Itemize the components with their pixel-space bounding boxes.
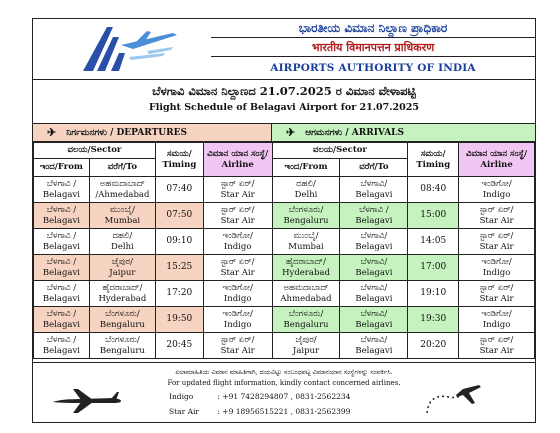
airline-english: Indigo bbox=[482, 189, 511, 200]
time-text: 19:30 bbox=[420, 314, 447, 325]
arr-sector-header: ವಲಯ/Sector bbox=[272, 143, 408, 159]
to-english: Belagavi bbox=[355, 345, 393, 356]
airline-kannada: ಇಂಡಿಗೋ/ bbox=[222, 309, 253, 319]
time-text: 19:50 bbox=[166, 314, 193, 325]
aai-logo-icon bbox=[73, 23, 185, 75]
from-english: Belagavi bbox=[42, 345, 80, 356]
dep-to-header: ವರೆಗೆ/To bbox=[89, 159, 155, 177]
dep-airline-cell bbox=[203, 255, 272, 281]
airline-kannada: ಸ್ಟಾರ್ ಏರ್/ bbox=[220, 335, 255, 345]
to-english: Bengaluru bbox=[99, 319, 145, 330]
table-row bbox=[34, 307, 535, 333]
from-english: Hyderabad bbox=[282, 267, 330, 278]
airline-kannada: ಇಂಡಿಗೋ/ bbox=[222, 283, 253, 293]
to-english: Belagavi bbox=[355, 215, 393, 226]
title-english: Flight Schedule of Belagavi Airport for 21.07.2025 bbox=[148, 102, 419, 113]
dep-to-cell bbox=[89, 177, 155, 203]
arr-airline-cell bbox=[459, 177, 535, 203]
to-kannada: ಬೆಳಗಾವಿ/ bbox=[360, 335, 388, 345]
dep-from-cell bbox=[34, 177, 90, 203]
from-english: Jaipur bbox=[292, 345, 320, 356]
dep-airline-en: Airline bbox=[221, 159, 254, 170]
arr-airline-header bbox=[459, 143, 535, 177]
table-row bbox=[34, 177, 535, 203]
arrivals-label: ಆಗಮನಗಳು / ARRIVALS bbox=[305, 127, 405, 138]
dep-airline-cell bbox=[203, 229, 272, 255]
airline-kannada: ಇಂಡಿಗೋ/ bbox=[481, 309, 512, 319]
to-kannada: ಬೆಳಗಾವಿ/ bbox=[360, 283, 388, 293]
arr-airline-en: Airline bbox=[480, 159, 513, 170]
arr-to-cell bbox=[340, 203, 408, 229]
arr-time-cell bbox=[408, 333, 459, 359]
dep-time-cell bbox=[155, 307, 203, 333]
arr-time-cell bbox=[408, 203, 459, 229]
to-english: /Ahmedabad bbox=[95, 189, 150, 200]
from-kannada: ಬೆಂಗಳೂರು/ bbox=[288, 205, 324, 215]
dep-from-cell bbox=[34, 281, 90, 307]
arr-from-cell bbox=[272, 177, 340, 203]
airline-english: Star Air bbox=[220, 267, 255, 278]
airline-kannada: ಸ್ಟಾರ್ ಏರ್/ bbox=[220, 179, 255, 189]
org-name-english: AIRPORTS AUTHORITY OF INDIA bbox=[270, 61, 476, 74]
table-row bbox=[34, 255, 535, 281]
from-kannada: ಬೆಳಗಾವಿ / bbox=[46, 257, 77, 267]
schedule-sheet bbox=[32, 18, 536, 423]
airline-english: Star Air bbox=[479, 293, 514, 304]
dep-from-cell bbox=[34, 307, 90, 333]
to-kannada: ಜೈಪುರ/ bbox=[111, 257, 133, 267]
arr-time-cell bbox=[408, 307, 459, 333]
arr-timing-header bbox=[408, 143, 459, 177]
airline-english: Indigo bbox=[223, 241, 252, 252]
arr-from-cell bbox=[272, 281, 340, 307]
from-english: Mumbai bbox=[288, 241, 324, 252]
org-name-hindi: भारतीय विमानपत्तन प्राधिकरण bbox=[211, 38, 535, 57]
to-kannada: ಬೆಂಗಳೂರು/ bbox=[105, 309, 140, 319]
to-kannada: ಮುಂಬೈ/ bbox=[109, 205, 135, 215]
to-kannada: ಹೈದರಾಬಾದ್/ bbox=[102, 283, 143, 293]
airline-kannada: ಸ್ಟಾರ್ ಏರ್/ bbox=[479, 335, 514, 345]
to-english: Belagavi bbox=[355, 293, 393, 304]
to-kannada: ದಹಲಿ/ bbox=[112, 231, 133, 241]
dep-to-cell bbox=[89, 281, 155, 307]
contact-phone: : +91 7428294807 , 0831-2562234 bbox=[217, 392, 351, 401]
time-text: 14:05 bbox=[420, 236, 447, 247]
time-text: 19:10 bbox=[420, 288, 447, 299]
to-english: Hyderabad bbox=[98, 293, 147, 304]
airline-kannada: ಇಂಡಿಗೋ/ bbox=[222, 231, 253, 241]
to-english: Jaipur bbox=[109, 267, 136, 278]
airline-kannada: ಸ್ಟಾರ್ ಏರ್/ bbox=[220, 205, 255, 215]
dep-airline-cell bbox=[203, 307, 272, 333]
from-kannada: ದಹಲಿ/ bbox=[296, 179, 316, 189]
arr-to-cell bbox=[340, 229, 408, 255]
time-text: 09:10 bbox=[166, 236, 193, 247]
dep-airline-cell bbox=[203, 333, 272, 359]
dep-sector-header: ವಲಯ/Sector bbox=[34, 143, 156, 159]
arr-from-cell bbox=[272, 229, 340, 255]
airline-kannada: ಇಂಡಿಗೋ/ bbox=[481, 179, 512, 189]
dep-from-cell bbox=[34, 333, 90, 359]
from-kannada: ಬೆಳಗಾವಿ / bbox=[46, 283, 77, 293]
from-english: Belagavi bbox=[42, 319, 80, 330]
time-text: 08:40 bbox=[420, 184, 447, 195]
dep-to-cell bbox=[89, 307, 155, 333]
dep-to-cell bbox=[89, 229, 155, 255]
footer-note-english: For updated flight information, kindly contact concerned airlines. bbox=[167, 379, 401, 387]
from-kannada: ಅಹಮದಾಬಾದ್ bbox=[283, 283, 329, 293]
time-text: 07:50 bbox=[166, 210, 193, 221]
arr-to-cell bbox=[340, 177, 408, 203]
airline-english: Indigo bbox=[482, 319, 511, 330]
from-english: Belagavi bbox=[42, 241, 80, 252]
arr-airline-cell bbox=[459, 307, 535, 333]
arr-to-header: ವರೆಗೆ/To bbox=[340, 159, 408, 177]
contact-name: Indigo bbox=[169, 392, 194, 401]
dep-from-header: ಇಂದ/From bbox=[34, 159, 90, 177]
to-kannada: ಬೆಳಗಾವಿ/ bbox=[360, 309, 388, 319]
from-english: Belagavi bbox=[42, 293, 80, 304]
dotted-flight-path-icon bbox=[423, 379, 487, 419]
to-kannada: ಬೆಳಗಾವಿ/ bbox=[360, 257, 388, 267]
table-row bbox=[34, 229, 535, 255]
airline-kannada: ಸ್ಟಾರ್ ಏರ್/ bbox=[479, 205, 514, 215]
dep-airline-header bbox=[203, 143, 272, 177]
time-text: 15:25 bbox=[166, 262, 193, 273]
arr-airline-cell bbox=[459, 255, 535, 281]
to-kannada: ಬೆಳಗಾವಿ / bbox=[359, 205, 389, 215]
from-english: Belagavi bbox=[42, 215, 80, 226]
arr-airline-cell bbox=[459, 203, 535, 229]
from-english: Bengaluru bbox=[283, 319, 329, 330]
contact-name: Star Air bbox=[169, 407, 199, 416]
table-row bbox=[34, 203, 535, 229]
time-text: 07:40 bbox=[166, 184, 193, 195]
dep-time-cell bbox=[155, 255, 203, 281]
dep-from-cell bbox=[34, 255, 90, 281]
from-english: Belagavi bbox=[42, 189, 80, 200]
arr-from-header: ಇಂದ/From bbox=[272, 159, 340, 177]
table-row bbox=[34, 333, 535, 359]
arr-to-cell bbox=[340, 255, 408, 281]
dep-time-cell bbox=[155, 281, 203, 307]
arr-timing-en: Timing bbox=[416, 159, 451, 170]
from-english: Ahmedabad bbox=[280, 293, 332, 304]
departures-label: ನಿರ್ಗಮನಗಳು / DEPARTURES bbox=[66, 127, 187, 138]
airline-kannada: ಇಂಡಿಗೋ/ bbox=[481, 257, 512, 267]
contact-indigo bbox=[169, 392, 350, 401]
dep-to-cell bbox=[89, 203, 155, 229]
arr-airline-cell bbox=[459, 333, 535, 359]
arrivals-section bbox=[272, 124, 535, 141]
to-kannada: ಬೆಳಗಾವಿ/ bbox=[360, 231, 388, 241]
airline-english: Star Air bbox=[479, 215, 514, 226]
footer-note-kannada: ಏಲಾಮಾಹಿತಿಯ ವಿಮಾನ ಮಾಹಿತಿಗಾಗಿ, ದಯವಿಟ್ಟು ಸಂಬಂಧಪಟ್ಟ ವಿಮಾನಯಾನ ಸಂಸ್ಥೆಗಳನ್ನು ಸಂಪರ್ಕಿಸಿ. bbox=[175, 368, 393, 376]
dep-timing-en: Timing bbox=[162, 159, 197, 170]
dep-time-cell bbox=[155, 203, 203, 229]
to-kannada: ಅಹಮದಾಬಾದ್ bbox=[99, 179, 145, 189]
airline-kannada: ಸ್ಟಾರ್ ಏರ್/ bbox=[479, 231, 514, 241]
departures-section bbox=[33, 124, 272, 141]
arr-to-cell bbox=[340, 333, 408, 359]
from-kannada: ಜೈಪುರ/ bbox=[295, 335, 317, 345]
dep-to-cell bbox=[89, 255, 155, 281]
org-name-block bbox=[211, 19, 535, 78]
arr-to-cell bbox=[340, 281, 408, 307]
header bbox=[33, 19, 535, 79]
airline-english: Star Air bbox=[220, 345, 255, 356]
airline-english: Indigo bbox=[223, 293, 252, 304]
arr-to-cell bbox=[340, 307, 408, 333]
to-kannada: ಬೆಳಗಾವಿ/ bbox=[360, 179, 388, 189]
schedule-table bbox=[33, 142, 535, 359]
airplane-silhouette-icon bbox=[51, 387, 123, 415]
time-text: 20:20 bbox=[420, 340, 447, 351]
to-english: Belagavi bbox=[355, 241, 393, 252]
time-text: 15:00 bbox=[420, 210, 447, 221]
dep-from-cell bbox=[34, 203, 90, 229]
arr-from-cell bbox=[272, 203, 340, 229]
footer bbox=[33, 362, 535, 422]
airline-english: Star Air bbox=[220, 215, 255, 226]
arr-time-cell bbox=[408, 281, 459, 307]
from-english: Delhi bbox=[294, 189, 318, 200]
dep-timing-kn: ಸಮಯ/ bbox=[166, 149, 192, 159]
arr-airline-cell bbox=[459, 281, 535, 307]
to-english: Belagavi bbox=[355, 319, 393, 330]
dep-airline-cell bbox=[203, 203, 272, 229]
arr-time-cell bbox=[408, 229, 459, 255]
from-kannada: ಬೆಳಗಾವಿ / bbox=[46, 231, 77, 241]
from-kannada: ಬೆಂಗಳೂರು/ bbox=[288, 309, 324, 319]
dep-timing-header bbox=[155, 143, 203, 177]
airplane-landing-icon: ✈ bbox=[286, 126, 296, 139]
dep-time-cell bbox=[155, 333, 203, 359]
title-kannada: ಬೆಳಗಾವಿ ವಿಮಾನ ನಿಲ್ದಾಣದ 21.07.2025 ರ ವಿಮಾನ ವೇಳಾಪಟ್ಟಿ bbox=[152, 84, 416, 98]
arr-from-cell bbox=[272, 255, 340, 281]
org-name-kannada: ಭಾರತೀಯ ವಿಮಾನ ನಿಲ್ದಾಣ ಪ್ರಾಧಿಕಾರ bbox=[211, 19, 535, 38]
dep-airline-kn: ವಿಮಾನ ಯಾನ ಸಂಸ್ಥೆ/ bbox=[207, 149, 269, 159]
airplane-takeoff-icon: ✈ bbox=[47, 126, 57, 139]
from-kannada: ಬೆಳಗಾವಿ / bbox=[46, 309, 77, 319]
to-english: Belagavi bbox=[355, 267, 393, 278]
airline-english: Indigo bbox=[223, 319, 252, 330]
section-headers bbox=[33, 123, 535, 142]
arr-airline-cell bbox=[459, 229, 535, 255]
dep-airline-cell bbox=[203, 281, 272, 307]
schedule-title bbox=[33, 79, 535, 123]
to-english: Bengaluru bbox=[99, 345, 145, 356]
arr-time-cell bbox=[408, 177, 459, 203]
from-english: Belagavi bbox=[42, 267, 80, 278]
time-text: 20:45 bbox=[166, 340, 193, 351]
to-english: Belagavi bbox=[355, 189, 393, 200]
time-text: 17:20 bbox=[166, 288, 193, 299]
dep-to-cell bbox=[89, 333, 155, 359]
to-english: Mumbai bbox=[104, 215, 141, 226]
airline-english: Star Air bbox=[479, 345, 514, 356]
dep-time-cell bbox=[155, 177, 203, 203]
airline-english: Star Air bbox=[220, 189, 255, 200]
dep-airline-cell bbox=[203, 177, 272, 203]
time-text: 17:00 bbox=[420, 262, 447, 273]
dep-from-cell bbox=[34, 229, 90, 255]
airline-kannada: ಸ್ಟಾರ್ ಏರ್/ bbox=[479, 283, 514, 293]
arr-timing-kn: ಸಮಯ/ bbox=[420, 149, 446, 159]
dep-time-cell bbox=[155, 229, 203, 255]
from-kannada: ಬೆಳಗಾವಿ / bbox=[46, 205, 77, 215]
table-row bbox=[34, 281, 535, 307]
airline-english: Star Air bbox=[479, 241, 514, 252]
to-english: Delhi bbox=[111, 241, 134, 252]
to-kannada: ಬೆಂಗಳೂರು/ bbox=[105, 335, 140, 345]
from-kannada: ಬೆಳಗಾವಿ / bbox=[46, 335, 77, 345]
from-english: Bengaluru bbox=[283, 215, 329, 226]
contact-phone: : +9 18956515221 , 0831-2562399 bbox=[217, 407, 351, 416]
from-kannada: ಮುಂಬೈ/ bbox=[293, 231, 319, 241]
arr-from-cell bbox=[272, 333, 340, 359]
from-kannada: ಹೈದರಾಬಾದ್/ bbox=[286, 257, 327, 267]
arr-time-cell bbox=[408, 255, 459, 281]
arr-from-cell bbox=[272, 307, 340, 333]
arr-airline-kn: ವಿಮಾನ ಯಾನ ಸಂಸ್ಥೆ/ bbox=[466, 149, 528, 159]
from-kannada: ಬೆಳಗಾವಿ / bbox=[46, 179, 77, 189]
airline-english: Indigo bbox=[482, 267, 511, 278]
contact-star-air bbox=[169, 407, 350, 416]
airline-kannada: ಸ್ಟಾರ್ ಏರ್/ bbox=[220, 257, 255, 267]
